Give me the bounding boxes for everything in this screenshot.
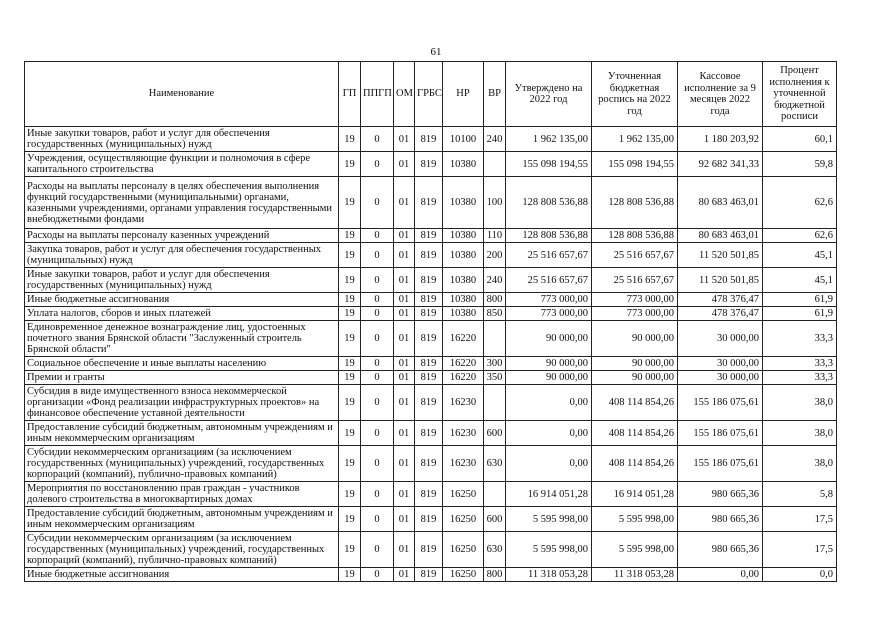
cell-grbs: 819 bbox=[415, 532, 443, 568]
cell-ppgp: 0 bbox=[361, 357, 394, 371]
cell-approved: 5 595 998,00 bbox=[506, 507, 592, 532]
cell-ppgp: 0 bbox=[361, 371, 394, 385]
cell-ppgp: 0 bbox=[361, 532, 394, 568]
cell-percent: 62,6 bbox=[763, 229, 837, 243]
cell-ppgp: 0 bbox=[361, 385, 394, 421]
cell-percent: 45,1 bbox=[763, 268, 837, 293]
cell-name: Предоставление субсидий бюджетным, автономным учреждениям и иным некоммерческим организациям bbox=[25, 421, 339, 446]
table-row bbox=[25, 532, 837, 568]
cell-om: 01 bbox=[394, 446, 415, 482]
cell-approved: 90 000,00 bbox=[506, 321, 592, 357]
table-row bbox=[25, 152, 837, 177]
cell-percent: 17,5 bbox=[763, 507, 837, 532]
cell-cash: 30 000,00 bbox=[678, 321, 763, 357]
cell-grbs: 819 bbox=[415, 127, 443, 152]
table-row bbox=[25, 127, 837, 152]
cell-vr: 110 bbox=[484, 229, 506, 243]
cell-refined: 408 114 854,26 bbox=[592, 446, 678, 482]
cell-name: Социальное обеспечение и иные выплаты населению bbox=[25, 357, 339, 371]
budget-table bbox=[24, 61, 837, 582]
cell-percent: 61,9 bbox=[763, 307, 837, 321]
cell-om: 01 bbox=[394, 243, 415, 268]
cell-ppgp: 0 bbox=[361, 321, 394, 357]
header-percent: Процент исполнения к уточненной бюджетной росписи bbox=[763, 62, 837, 127]
cell-gp: 19 bbox=[339, 507, 361, 532]
cell-ppgp: 0 bbox=[361, 568, 394, 582]
cell-np: 16230 bbox=[443, 421, 484, 446]
cell-refined: 5 595 998,00 bbox=[592, 532, 678, 568]
header-np: НР bbox=[443, 62, 484, 127]
cell-grbs: 819 bbox=[415, 307, 443, 321]
cell-cash: 0,00 bbox=[678, 568, 763, 582]
cell-approved: 1 962 135,00 bbox=[506, 127, 592, 152]
table-row bbox=[25, 568, 837, 582]
cell-np: 10380 bbox=[443, 307, 484, 321]
cell-grbs: 819 bbox=[415, 507, 443, 532]
cell-name: Расходы на выплаты персоналу в целях обеспечения выполнения функций государственными (муниципальными) органами, казенными учреждениями, органами управления государственными внебюджетными фондами bbox=[25, 177, 339, 229]
cell-approved: 128 808 536,88 bbox=[506, 177, 592, 229]
cell-approved: 155 098 194,55 bbox=[506, 152, 592, 177]
cell-percent: 33,3 bbox=[763, 371, 837, 385]
cell-approved: 773 000,00 bbox=[506, 293, 592, 307]
table-row bbox=[25, 446, 837, 482]
cell-approved: 16 914 051,28 bbox=[506, 482, 592, 507]
table-body bbox=[25, 127, 837, 582]
cell-refined: 90 000,00 bbox=[592, 321, 678, 357]
cell-refined: 25 516 657,67 bbox=[592, 243, 678, 268]
cell-np: 10100 bbox=[443, 127, 484, 152]
cell-refined: 90 000,00 bbox=[592, 357, 678, 371]
cell-om: 01 bbox=[394, 421, 415, 446]
cell-percent: 38,0 bbox=[763, 421, 837, 446]
cell-vr: 240 bbox=[484, 127, 506, 152]
cell-approved: 90 000,00 bbox=[506, 371, 592, 385]
cell-refined: 5 595 998,00 bbox=[592, 507, 678, 532]
header-gp: ГП bbox=[339, 62, 361, 127]
cell-om: 01 bbox=[394, 357, 415, 371]
cell-gp: 19 bbox=[339, 385, 361, 421]
cell-cash: 155 186 075,61 bbox=[678, 421, 763, 446]
cell-approved: 25 516 657,67 bbox=[506, 268, 592, 293]
cell-gp: 19 bbox=[339, 243, 361, 268]
cell-cash: 92 682 341,33 bbox=[678, 152, 763, 177]
cell-gp: 19 bbox=[339, 421, 361, 446]
cell-grbs: 819 bbox=[415, 268, 443, 293]
table-row bbox=[25, 385, 837, 421]
cell-name: Иные бюджетные ассигнования bbox=[25, 568, 339, 582]
table-row bbox=[25, 293, 837, 307]
cell-np: 16250 bbox=[443, 482, 484, 507]
cell-cash: 980 665,36 bbox=[678, 482, 763, 507]
cell-grbs: 819 bbox=[415, 177, 443, 229]
cell-np: 16250 bbox=[443, 568, 484, 582]
header-approved: Утверждено на 2022 год bbox=[506, 62, 592, 127]
cell-np: 16230 bbox=[443, 385, 484, 421]
cell-vr: 600 bbox=[484, 421, 506, 446]
header-refined: Уточненная бюджетная роспись на 2022 год bbox=[592, 62, 678, 127]
cell-refined: 408 114 854,26 bbox=[592, 385, 678, 421]
table-row bbox=[25, 357, 837, 371]
cell-grbs: 819 bbox=[415, 568, 443, 582]
cell-cash: 155 186 075,61 bbox=[678, 385, 763, 421]
cell-grbs: 819 bbox=[415, 357, 443, 371]
cell-approved: 11 318 053,28 bbox=[506, 568, 592, 582]
cell-cash: 80 683 463,01 bbox=[678, 177, 763, 229]
cell-name: Закупка товаров, работ и услуг для обеспечения государственных (муниципальных) нужд bbox=[25, 243, 339, 268]
cell-np: 16250 bbox=[443, 507, 484, 532]
cell-vr: 800 bbox=[484, 568, 506, 582]
cell-refined: 773 000,00 bbox=[592, 307, 678, 321]
cell-om: 01 bbox=[394, 507, 415, 532]
cell-approved: 0,00 bbox=[506, 446, 592, 482]
cell-gp: 19 bbox=[339, 307, 361, 321]
cell-vr: 630 bbox=[484, 446, 506, 482]
table-row bbox=[25, 229, 837, 243]
cell-percent: 0,0 bbox=[763, 568, 837, 582]
header-ppgp: ППГП bbox=[361, 62, 394, 127]
cell-ppgp: 0 bbox=[361, 307, 394, 321]
cell-refined: 408 114 854,26 bbox=[592, 421, 678, 446]
cell-name: Субсидии некоммерческим организациям (за исключением государственных (муниципальных) учреждений, государственных корпораций (компаний), публично-правовых компаний) bbox=[25, 446, 339, 482]
cell-name: Мероприятия по восстановлению прав граждан - участников долевого строительства в многоквартирных домах bbox=[25, 482, 339, 507]
cell-np: 10380 bbox=[443, 268, 484, 293]
cell-om: 01 bbox=[394, 268, 415, 293]
cell-vr: 850 bbox=[484, 307, 506, 321]
cell-np: 16230 bbox=[443, 446, 484, 482]
cell-ppgp: 0 bbox=[361, 446, 394, 482]
cell-vr: 600 bbox=[484, 507, 506, 532]
cell-percent: 38,0 bbox=[763, 385, 837, 421]
cell-name: Предоставление субсидий бюджетным, автономным учреждениям и иным некоммерческим организациям bbox=[25, 507, 339, 532]
header-om: ОМ bbox=[394, 62, 415, 127]
cell-cash: 30 000,00 bbox=[678, 357, 763, 371]
cell-refined: 25 516 657,67 bbox=[592, 268, 678, 293]
cell-cash: 80 683 463,01 bbox=[678, 229, 763, 243]
table-row bbox=[25, 243, 837, 268]
cell-grbs: 819 bbox=[415, 482, 443, 507]
cell-ppgp: 0 bbox=[361, 482, 394, 507]
cell-grbs: 819 bbox=[415, 446, 443, 482]
cell-percent: 38,0 bbox=[763, 446, 837, 482]
cell-vr: 100 bbox=[484, 177, 506, 229]
header-vr: ВР bbox=[484, 62, 506, 127]
cell-name: Иные бюджетные ассигнования bbox=[25, 293, 339, 307]
cell-gp: 19 bbox=[339, 293, 361, 307]
cell-approved: 128 808 536,88 bbox=[506, 229, 592, 243]
cell-om: 01 bbox=[394, 482, 415, 507]
cell-approved: 90 000,00 bbox=[506, 357, 592, 371]
cell-ppgp: 0 bbox=[361, 507, 394, 532]
cell-om: 01 bbox=[394, 229, 415, 243]
cell-vr bbox=[484, 385, 506, 421]
cell-np: 16220 bbox=[443, 371, 484, 385]
cell-percent: 61,9 bbox=[763, 293, 837, 307]
cell-name: Иные закупки товаров, работ и услуг для обеспечения государственных (муниципальных) нужд bbox=[25, 268, 339, 293]
table-row bbox=[25, 482, 837, 507]
cell-approved: 0,00 bbox=[506, 385, 592, 421]
cell-vr: 800 bbox=[484, 293, 506, 307]
cell-percent: 5,8 bbox=[763, 482, 837, 507]
cell-name: Субсидии некоммерческим организациям (за исключением государственных (муниципальных) учреждений, государственных корпораций (компаний), публично-правовых компаний) bbox=[25, 532, 339, 568]
cell-vr: 300 bbox=[484, 357, 506, 371]
cell-refined: 155 098 194,55 bbox=[592, 152, 678, 177]
table-row bbox=[25, 321, 837, 357]
table-row bbox=[25, 268, 837, 293]
cell-ppgp: 0 bbox=[361, 243, 394, 268]
cell-np: 10380 bbox=[443, 177, 484, 229]
cell-percent: 45,1 bbox=[763, 243, 837, 268]
cell-approved: 773 000,00 bbox=[506, 307, 592, 321]
cell-vr: 240 bbox=[484, 268, 506, 293]
cell-grbs: 819 bbox=[415, 385, 443, 421]
header-cash: Кассовое исполнение за 9 месяцев 2022 года bbox=[678, 62, 763, 127]
cell-np: 10380 bbox=[443, 293, 484, 307]
header-grbs: ГРБС bbox=[415, 62, 443, 127]
cell-name: Субсидия в виде имущественного взноса некоммерческой организации «Фонд реализации инфраструктурных проектов» на финансовое обеспечение уставной деятельности bbox=[25, 385, 339, 421]
cell-om: 01 bbox=[394, 127, 415, 152]
cell-percent: 33,3 bbox=[763, 321, 837, 357]
cell-cash: 478 376,47 bbox=[678, 293, 763, 307]
table-row bbox=[25, 371, 837, 385]
cell-grbs: 819 bbox=[415, 229, 443, 243]
cell-gp: 19 bbox=[339, 321, 361, 357]
cell-name: Уплата налогов, сборов и иных платежей bbox=[25, 307, 339, 321]
cell-cash: 30 000,00 bbox=[678, 371, 763, 385]
cell-vr bbox=[484, 321, 506, 357]
cell-gp: 19 bbox=[339, 371, 361, 385]
cell-percent: 33,3 bbox=[763, 357, 837, 371]
cell-grbs: 819 bbox=[415, 421, 443, 446]
table-row bbox=[25, 507, 837, 532]
cell-approved: 25 516 657,67 bbox=[506, 243, 592, 268]
cell-gp: 19 bbox=[339, 482, 361, 507]
cell-gp: 19 bbox=[339, 229, 361, 243]
cell-approved: 0,00 bbox=[506, 421, 592, 446]
cell-refined: 773 000,00 bbox=[592, 293, 678, 307]
cell-gp: 19 bbox=[339, 268, 361, 293]
cell-om: 01 bbox=[394, 568, 415, 582]
cell-om: 01 bbox=[394, 293, 415, 307]
cell-om: 01 bbox=[394, 307, 415, 321]
cell-percent: 17,5 bbox=[763, 532, 837, 568]
cell-grbs: 819 bbox=[415, 321, 443, 357]
cell-om: 01 bbox=[394, 532, 415, 568]
cell-grbs: 819 bbox=[415, 243, 443, 268]
cell-percent: 59,8 bbox=[763, 152, 837, 177]
cell-grbs: 819 bbox=[415, 371, 443, 385]
cell-cash: 1 180 203,92 bbox=[678, 127, 763, 152]
cell-np: 16250 bbox=[443, 532, 484, 568]
cell-cash: 980 665,36 bbox=[678, 532, 763, 568]
cell-ppgp: 0 bbox=[361, 293, 394, 307]
cell-name: Учреждения, осуществляющие функции и полномочия в сфере капитального строительства bbox=[25, 152, 339, 177]
cell-om: 01 bbox=[394, 321, 415, 357]
table-header-row bbox=[25, 62, 837, 127]
cell-percent: 62,6 bbox=[763, 177, 837, 229]
cell-gp: 19 bbox=[339, 152, 361, 177]
cell-gp: 19 bbox=[339, 127, 361, 152]
cell-om: 01 bbox=[394, 385, 415, 421]
cell-ppgp: 0 bbox=[361, 421, 394, 446]
header-name: Наименование bbox=[25, 62, 339, 127]
cell-gp: 19 bbox=[339, 357, 361, 371]
cell-gp: 19 bbox=[339, 177, 361, 229]
cell-ppgp: 0 bbox=[361, 152, 394, 177]
cell-cash: 11 520 501,85 bbox=[678, 243, 763, 268]
cell-cash: 478 376,47 bbox=[678, 307, 763, 321]
cell-ppgp: 0 bbox=[361, 177, 394, 229]
cell-name: Премии и гранты bbox=[25, 371, 339, 385]
cell-np: 10380 bbox=[443, 229, 484, 243]
cell-cash: 11 520 501,85 bbox=[678, 268, 763, 293]
cell-percent: 60,1 bbox=[763, 127, 837, 152]
cell-ppgp: 0 bbox=[361, 229, 394, 243]
cell-vr bbox=[484, 482, 506, 507]
cell-om: 01 bbox=[394, 152, 415, 177]
cell-cash: 155 186 075,61 bbox=[678, 446, 763, 482]
cell-refined: 90 000,00 bbox=[592, 371, 678, 385]
cell-refined: 128 808 536,88 bbox=[592, 229, 678, 243]
cell-refined: 11 318 053,28 bbox=[592, 568, 678, 582]
cell-vr bbox=[484, 152, 506, 177]
cell-gp: 19 bbox=[339, 532, 361, 568]
cell-om: 01 bbox=[394, 177, 415, 229]
page-number: 61 bbox=[430, 46, 442, 58]
table-row bbox=[25, 177, 837, 229]
table-row bbox=[25, 421, 837, 446]
cell-cash: 980 665,36 bbox=[678, 507, 763, 532]
cell-np: 10380 bbox=[443, 152, 484, 177]
cell-approved: 5 595 998,00 bbox=[506, 532, 592, 568]
cell-gp: 19 bbox=[339, 446, 361, 482]
cell-np: 10380 bbox=[443, 243, 484, 268]
cell-refined: 128 808 536,88 bbox=[592, 177, 678, 229]
cell-np: 16220 bbox=[443, 357, 484, 371]
cell-ppgp: 0 bbox=[361, 268, 394, 293]
cell-vr: 630 bbox=[484, 532, 506, 568]
cell-vr: 200 bbox=[484, 243, 506, 268]
cell-refined: 1 962 135,00 bbox=[592, 127, 678, 152]
cell-name: Единовременное денежное вознаграждение лиц, удостоенных почетного звания Брянской области "Заслуженный строитель Брянской области" bbox=[25, 321, 339, 357]
cell-vr: 350 bbox=[484, 371, 506, 385]
cell-np: 16220 bbox=[443, 321, 484, 357]
table-row bbox=[25, 307, 837, 321]
cell-name: Расходы на выплаты персоналу казенных учреждений bbox=[25, 229, 339, 243]
cell-gp: 19 bbox=[339, 568, 361, 582]
cell-ppgp: 0 bbox=[361, 127, 394, 152]
cell-om: 01 bbox=[394, 371, 415, 385]
cell-refined: 16 914 051,28 bbox=[592, 482, 678, 507]
cell-grbs: 819 bbox=[415, 152, 443, 177]
cell-grbs: 819 bbox=[415, 293, 443, 307]
cell-name: Иные закупки товаров, работ и услуг для обеспечения государственных (муниципальных) нужд bbox=[25, 127, 339, 152]
